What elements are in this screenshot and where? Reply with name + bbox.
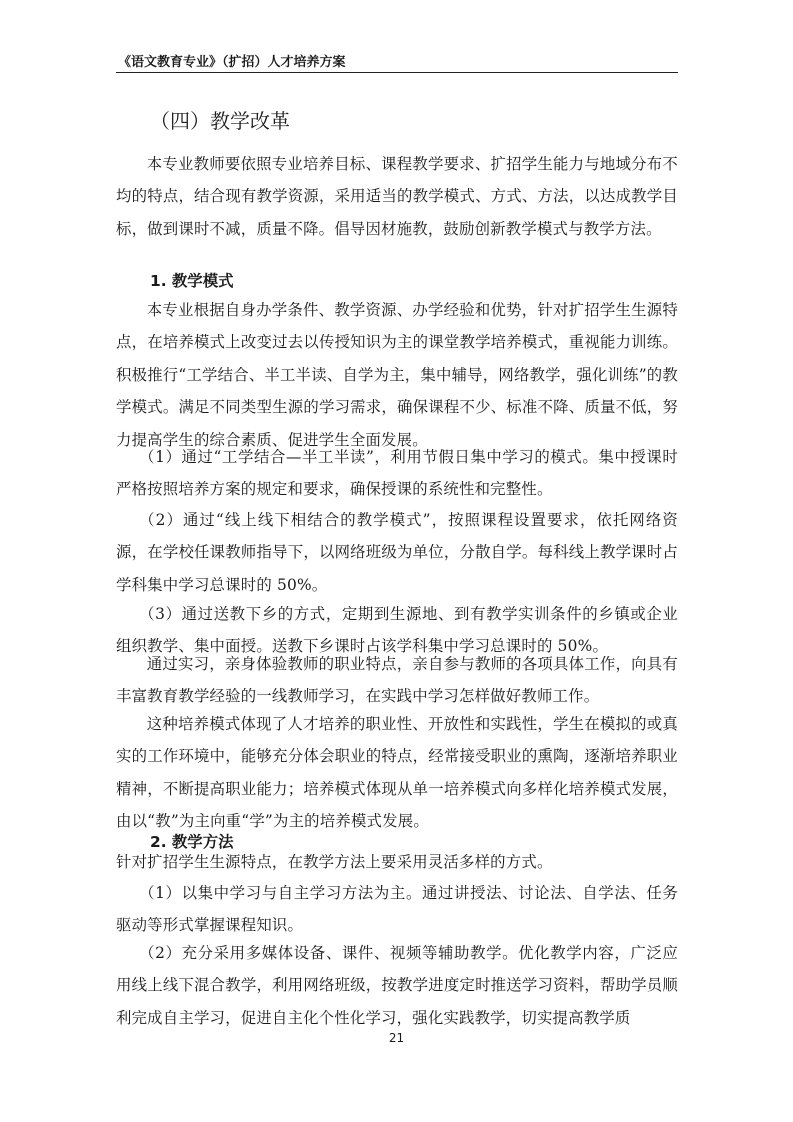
page-number: 21 bbox=[388, 1031, 405, 1045]
intro-paragraph: 本专业教师要依照专业培养目标、课程教学要求、扩招学生能力与地域分布不均的特点，结合现有教学资源，采用适当的教学模式、方式、方法，以达成教学目标，做到课时不减，质量不降。倡导因材施教，鼓励创新教学模式与教学方法。 bbox=[116, 155, 678, 238]
teaching-mode-intro: 本专业根据自身办学条件、教学资源、办学经验和优势，针对扩招学生生源特点，在培养模式上改变过去以传授知识为主的课堂教学培养模式，重视能力训练。积极推行“工学结合、半工半读、自学为主，集中辅导，网络教学，强化训练”的教学模式。满足不同类型生源的学习需求，确保课程不少、标准不降、质量不低，努力提高学生的综合素质、促进学生全面发展。 bbox=[116, 301, 678, 449]
teaching-mode-item-1: （1）通过“工学结合—半工半读”，利用节假日集中学习的模式。集中授课时严格按照培养方案的规定和要求，确保授课的系统性和完整性。 bbox=[116, 448, 678, 499]
teaching-mode-heading: 1. 教学模式 bbox=[150, 272, 234, 290]
document-header: 《语文教育专业》（扩招）人才培养方案 bbox=[118, 55, 346, 70]
teaching-method-intro: 针对扩招学生生源特点，在教学方法上要采用灵活多样的方式。 bbox=[116, 853, 553, 871]
teaching-method-item-2: （2）充分采用多媒体设备、课件、视频等辅助教学。优化教学内容，广泛应用线上线下混合教学，利用网络班级，按教学进度定时推送学习资料，帮助学员顺利完成自主学习，促进自主化个性化学习，强化实践教学，切实提高教学质 bbox=[116, 944, 678, 1027]
teaching-method-heading: 2. 教学方法 bbox=[150, 833, 234, 851]
teaching-method-item-1: （1）以集中学习与自主学习方法为主。通过讲授法、讨论法、自学法、任务驱动等形式掌握课程知识。 bbox=[116, 884, 678, 935]
teaching-mode-item-3: （3）通过送教下乡的方式，定期到生源地、到有教学实训条件的乡镇或企业组织教学、集中面授。送教下乡课时占该学科集中学习总课时的 50%。 bbox=[116, 605, 678, 656]
mode-summary-paragraph: 这种培养模式体现了人才培养的职业性、开放性和实践性，学生在模拟的或真实的工作环境中，能够充分体会职业的特点，经常接受职业的熏陶，逐渐培养职业精神，不断提高职业能力；培养模式体现从单一培养模式向多样化培养模式发展，由以“教”为主向重“学”为主的培养模式发展。 bbox=[116, 715, 678, 831]
teaching-mode-item-2: （2）通过“线上线下相结合的教学模式”，按照课程设置要求，依托网络资源，在学校任课教师指导下，以网络班级为单位，分散自学。每科线上教学课时占学科集中学习总课时的 50%。 bbox=[116, 511, 678, 594]
section-title: （四）教学改革 bbox=[150, 109, 290, 133]
header-divider bbox=[116, 72, 678, 73]
internship-paragraph: 通过实习，亲身体验教师的职业特点，亲自参与教师的各项具体工作，向具有丰富教育教学经验的一线教师学习，在实践中学习怎样做好教师工作。 bbox=[116, 655, 678, 706]
